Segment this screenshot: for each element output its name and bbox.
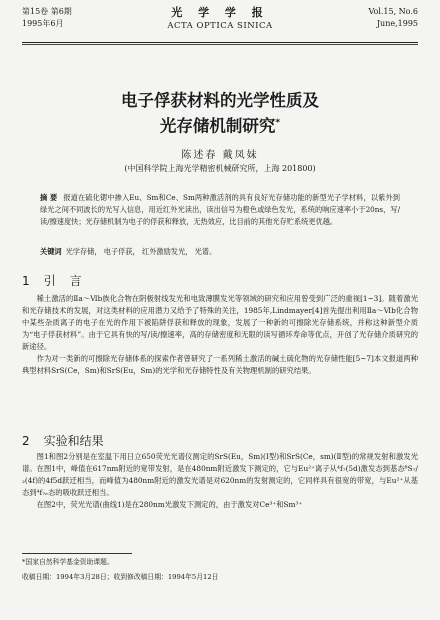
header-rule xyxy=(22,42,418,43)
volume-issue: 第15卷 第6期 xyxy=(22,7,72,16)
journal-name xyxy=(22,6,418,32)
title-line-2: 光存储机制研究 xyxy=(159,116,276,136)
section-title: 引言 xyxy=(43,274,96,288)
section-heading-2 xyxy=(22,432,104,449)
journal-name-cn: 光 学 学 报 xyxy=(171,6,269,19)
keywords-label: 关键词 xyxy=(40,247,62,256)
footnote-rule xyxy=(22,553,132,554)
title-line-1: 电子俘获材料的光学性质及 xyxy=(121,91,319,110)
title-footnote-mark: * xyxy=(275,118,281,128)
keywords-text: 光学存储， 电子俘获， 红外激励发光， 光谱。 xyxy=(65,247,217,256)
abstract-label: 摘 要 xyxy=(40,193,58,202)
paragraph: 图1和图2分别是在室温下用日立650荧光光谱仪测定的SrS(Eu，Sm)(Ⅰ型)和SrS(Ce，sm)(Ⅱ型)的常规发射和激发光谱。在图1中，峰值在617nm附近的宽带发射，是在480nm附近激发下测定的，它与Eu²⁺离子从⁴f₇(5d)激发态到基态⁸S₇/₂(4f)的4f5d跃迁相当，而峰值为480nm附近的激发光谱是对620nm的发射测定的，它同样具有很宽的带宽，与Eu²⁺从基态到⁴f₇ₑ态的吸收跃迁相当。 xyxy=(22,452,418,497)
section-heading-1 xyxy=(22,272,96,289)
paragraph: 稀土激活的Ⅱa～Ⅵb族化合物在阴极射线发光和电致薄膜发光等领域的研究和应用曾受到广泛的重视[1~3]。随着激光和光存储技术的发展，对这类材料的应用潜力又给予了特殊的关注，1985年,Lindmayer[4]首先提出利用Ⅱa～Ⅵb化合物中某些杂质离子的电子在光的作用下被陷阱俘获和释放的现象，发展了一种新的可擦除光存储系统，并称这种新型介质为“电子俘获材料”。由于它具有快的写/读/擦速率，高的存储密度和无限的读写循环寿命等优点，开创了光存储介质研究的新途径。 xyxy=(22,294,418,351)
issue-date-en: June,1995 xyxy=(376,19,418,28)
abstract-text: 报道在硫化锶中掺入Eu、Sm和Ce、Sm两种激活剂的具有良好光存储功能的新型光子学材料，以紫外到绿光之间不同波长的光写入信息，用近红外光读出，读出信号为橙色或绿色发光，系统的响应速率小于20ns，写/读/擦速度快；光存储机制为电子的俘获和释放，无热效应，比目前的其他光存贮系统更优越。 xyxy=(40,193,400,226)
keywords xyxy=(40,246,400,258)
section-body-1 xyxy=(22,293,418,377)
issue-info-en xyxy=(368,6,418,30)
issue-date: 1995年6月 xyxy=(22,19,64,28)
volume-issue-en: Vol.15, No.6 xyxy=(368,7,418,16)
affiliation: (中国科学院上海光学精密机械研究所，上海 201800) xyxy=(124,164,316,173)
section-number: 1 xyxy=(22,274,30,288)
paragraph: 在图2中，荧光光谱(曲线1)是在280nm光激发下测定的，由于激发对Ce³⁺和Sm³⁺ xyxy=(36,500,303,509)
section-number: 2 xyxy=(22,434,30,448)
section-body-2 xyxy=(22,451,418,511)
article-title xyxy=(22,90,418,138)
header-rule-thin xyxy=(22,44,418,45)
running-header xyxy=(22,6,418,40)
authors: 陈述春 戴凤妹 xyxy=(181,150,259,161)
footnote-fund: *国家自然科学基金资助课题。 xyxy=(22,558,114,566)
journal-name-en: ACTA OPTICA SINICA xyxy=(167,21,273,31)
paragraph: 作为对一类新的可擦除光存储体系的探索作者曾研究了一系列稀土激活的碱土硫化物的光存储性能[5~7]本文报道两种典型材料SrS(Ce，Sm)和SrS(Eu，Sm)的光学和光存储特性及有关物理机制的研究结果。 xyxy=(22,354,418,375)
footnote-received: 收稿日期：1994年3月28日；收到修改稿日期：1994年5月12日 xyxy=(22,573,219,581)
section-title: 实验和结果 xyxy=(43,434,104,448)
abstract xyxy=(40,192,400,228)
